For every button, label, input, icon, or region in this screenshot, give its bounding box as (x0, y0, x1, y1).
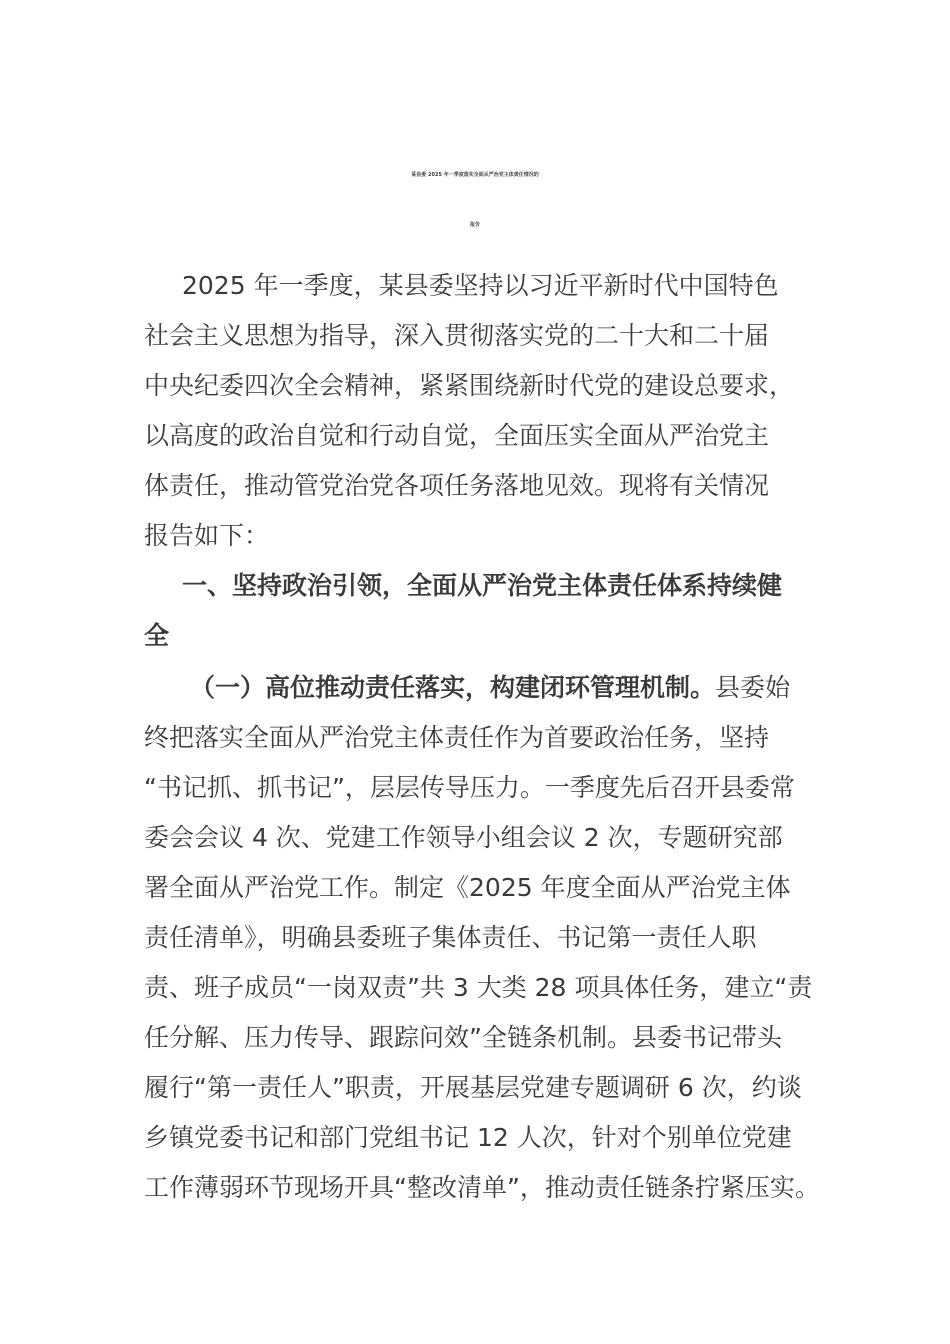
section-1-heading-line-1: 一、坚持政治引领，全面从严治党主体责任体系持续健 (182, 571, 783, 600)
document-title-line-1: 某县委 2025 年一季度落实全面从严治党主体责任情况的 (411, 172, 539, 178)
section-1-heading-line-2: 全 (144, 621, 170, 650)
intro-paragraph-line: 社会主义思想为指导，深入贯彻落实党的二十大和二十届 (144, 321, 770, 350)
document-title-line-2: 报告 (469, 222, 480, 228)
intro-paragraph-line: 体责任，推动管党治党各项任务落地见效。现将有关情况 (144, 471, 770, 500)
intro-paragraph-line: 报告如下： (144, 521, 270, 550)
intro-paragraph-line: 以高度的政治自觉和行动自觉，全面压实全面从严治党主 (144, 421, 770, 450)
subsection-1-paragraph-line: 履行“第一责任人”职责，开展基层党建专题调研 6 次，约谈 (144, 1073, 802, 1102)
intro-paragraph-line: 中央纪委四次全会精神，紧紧围绕新时代党的建设总要求， (144, 371, 795, 400)
subsection-1-first-line (190, 670, 790, 706)
subsection-1-paragraph-line: 终把落实全面从严治党主体责任作为首要政治任务，坚持 (144, 723, 770, 752)
subsection-1-paragraph-line: 乡镇党委书记和部门党组书记 12 人次，针对个别单位党建 (144, 1123, 792, 1152)
subsection-1-paragraph-line: 责任清单》，明确县委班子集体责任、书记第一责任人职 (144, 923, 757, 952)
subsection-1-paragraph-line: 工作薄弱环节现场开具“整改清单”，推动责任链条拧紧压实。 (144, 1173, 820, 1202)
subsection-1-paragraph-line: 委会会议 4 次、党建工作领导小组会议 2 次，专题研究部 (144, 823, 783, 852)
subsection-1-heading: （一）高位推动责任落实，构建闭环管理机制。 (190, 673, 716, 702)
subsection-1-paragraph-line: 责、班子成员“一岗双责”共 3 大类 28 项具体任务，建立“责 (144, 973, 813, 1002)
subsection-1-paragraph-line: 署全面从严治党工作。制定《2025 年度全面从严治党主体 (144, 873, 791, 902)
subsection-1-paragraph-line: “书记抓、抓书记”，层层传导压力。一季度先后召开县委常 (144, 773, 795, 802)
subsection-1-paragraph-line: 任分解、压力传导、跟踪问效”全链条机制。县委书记带头 (144, 1023, 782, 1052)
subsection-1-first-text: 县委始 (715, 673, 791, 702)
intro-paragraph-line: 2025 年一季度，某县委坚持以习近平新时代中国特色 (182, 271, 779, 300)
